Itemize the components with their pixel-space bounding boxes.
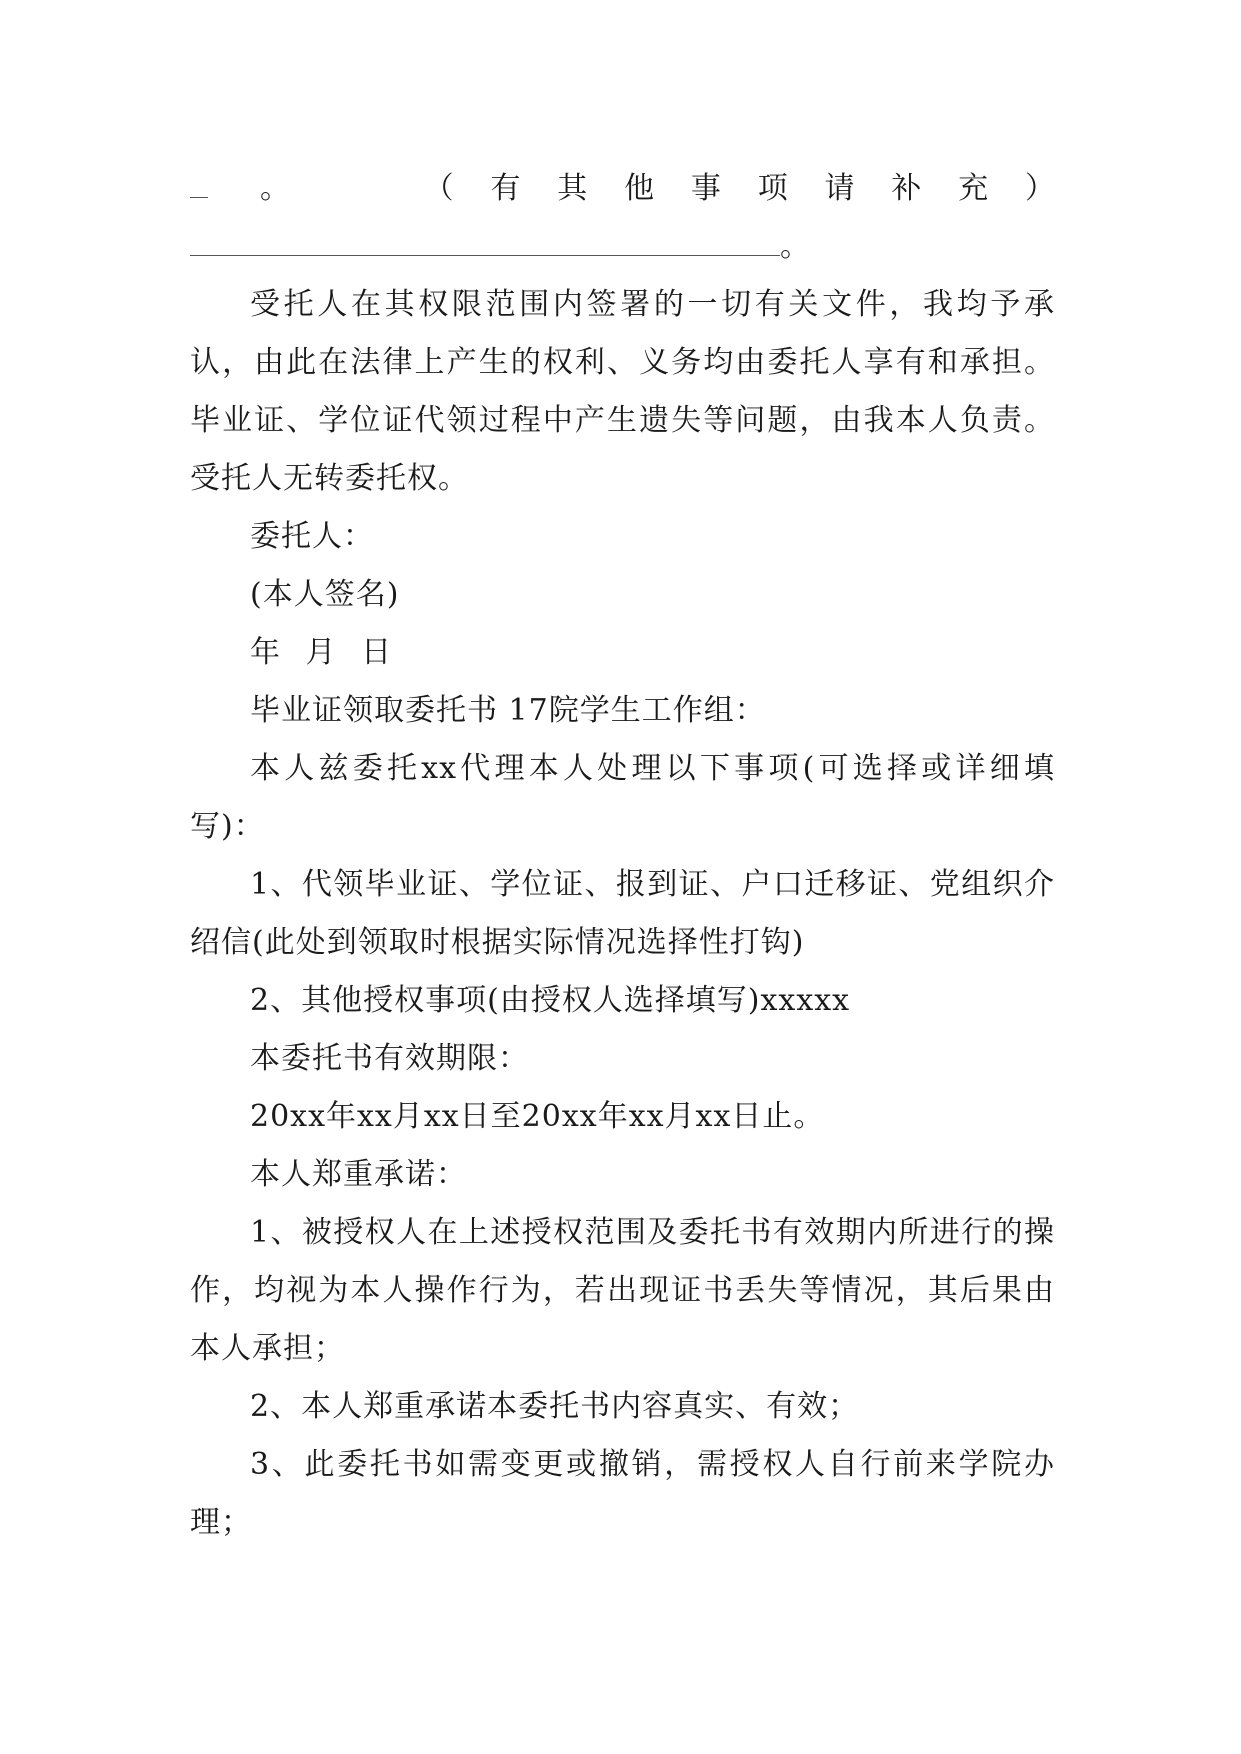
supplement-line bbox=[190, 160, 1055, 218]
paragraph-promise-1: 1、被授权人在上述授权范围及委托书有效期内所进行的操作，均视为本人操作行为，若出现证书丢失等情况，其后果由本人承担； bbox=[190, 1215, 1055, 1366]
period-mark: 。 bbox=[260, 171, 290, 206]
paragraph-date: 年 月 日 bbox=[250, 635, 393, 670]
document-body bbox=[190, 160, 1055, 1552]
blank-start bbox=[190, 160, 290, 218]
note-char: 事 bbox=[690, 171, 721, 206]
paragraph-signature: (本人签名) bbox=[250, 577, 400, 612]
paragraph-authorization-scope: 受托人在其权限范围内签署的一切有关文件，我均予承认，由此在法律上产生的权利、义务均由委托人享有和承担。毕业证、学位证代领过程中产生遗失等问题，由我本人负责。受托人无转委托权。 bbox=[190, 287, 1055, 496]
note-char: 其 bbox=[557, 171, 588, 206]
note-char: 请 bbox=[824, 171, 855, 206]
paragraph-principal: 委托人： bbox=[250, 519, 374, 554]
note-char: 充 bbox=[958, 171, 989, 206]
paragraph-promise-3: 3、此委托书如需变更或撤销，需授权人自行前来学院办理； bbox=[190, 1447, 1055, 1540]
note-char: 他 bbox=[624, 171, 655, 206]
note-char: （ bbox=[423, 171, 454, 206]
paragraph-validity-label: 本委托书有效期限： bbox=[250, 1041, 529, 1076]
paragraph-validity-range: 20xx年xx月xx日至20xx年xx月xx日止。 bbox=[250, 1099, 825, 1134]
supplement-blank-line bbox=[190, 218, 1055, 276]
fill-in-blank-short bbox=[190, 163, 208, 198]
note-char: 项 bbox=[757, 171, 788, 206]
paragraph-promise-2: 2、本人郑重承诺本委托书内容真实、有效； bbox=[250, 1389, 860, 1424]
paragraph-item-1: 1、代领毕业证、学位证、报到证、户口迁移证、党组织介绍信(此处到领取时根据实际情况选择性打钩) bbox=[190, 867, 1055, 960]
paragraph-letter-heading: 毕业证领取委托书 17院学生工作组： bbox=[250, 693, 766, 728]
note-char: 有 bbox=[490, 171, 521, 206]
fill-in-blank-long bbox=[190, 221, 780, 256]
paragraph-entrust: 本人兹委托xx代理本人处理以下事项(可选择或详细填写)： bbox=[190, 751, 1055, 844]
note-char: 补 bbox=[891, 171, 922, 206]
paragraph-promise-heading: 本人郑重承诺： bbox=[250, 1157, 467, 1192]
period-mark: 。 bbox=[780, 229, 810, 264]
paragraph-item-2: 2、其他授权事项(由授权人选择填写)xxxxx bbox=[250, 983, 851, 1018]
note-char: ） bbox=[1024, 171, 1055, 206]
